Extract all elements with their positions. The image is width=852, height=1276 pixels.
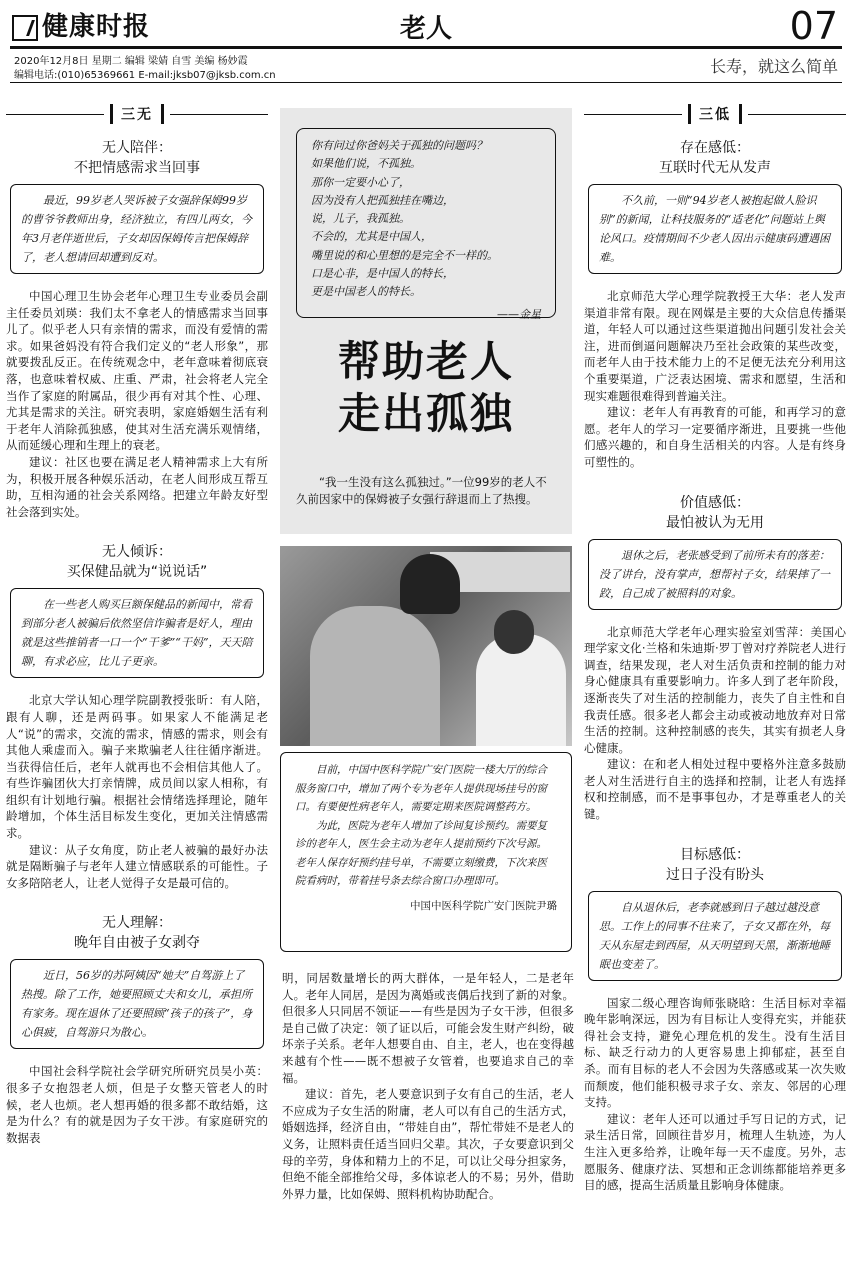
case-quote: 自从退休后，老李就感到日子越过越没意思。工作上的同事不往来了，子女又都在外，每天从东屋走到西屋，从天明望到天黑，渐渐地睡眠也变差了。 bbox=[588, 891, 842, 981]
article-body bbox=[584, 288, 846, 471]
case-quote: 最近，99岁老人哭诉被子女强辞保姆99岁的曹爷爷教师出身，经济独立，有四儿两女，今年3月老伴逝世后，子女却因保姆传言把保姆辞了，老人想请回却遭到反对。 bbox=[10, 184, 264, 274]
logo-text: 健康时报 bbox=[42, 12, 151, 42]
right-column bbox=[584, 98, 846, 1194]
poem-line: 说，儿子，我孤独。 bbox=[311, 212, 410, 226]
headline-line: 帮助老人 bbox=[337, 337, 514, 386]
subhead-title: 互联时代无从发声 bbox=[659, 160, 771, 176]
subhead-title: 买保健品就为“说说话” bbox=[66, 564, 208, 581]
paragraph: 国家二级心理咨询师张晓晗：生活目标对幸福晚年影响深远，因为有目标让人变得充实，并能获得社会支持，避免心理危机的发生。没有生活目标、缺乏行动力的人更容易患上抑郁症，甚至自杀。而有目标的老人不会因为失落感或某一次失败而颓废，他们能积极寻求子女、亲友、邻居的心理支持。 bbox=[584, 995, 846, 1110]
header-rule-thin bbox=[10, 82, 842, 83]
article-body bbox=[584, 995, 846, 1194]
poem-line: 口是心非，是中国人的特长， bbox=[311, 267, 454, 281]
poem-box bbox=[296, 128, 556, 321]
lead-paragraph: “我一生没有这么孤独过。”一位99岁的老人不久前因家中的保姆被子女强行辞退而上了热搜。 bbox=[296, 475, 547, 506]
poem-signature: ——金星 bbox=[497, 307, 541, 321]
article-body bbox=[584, 624, 846, 823]
caption-paragraph: 目前，中国中医科学院广安门医院一楼大厅的综合服务窗口中，增加了两个专为老年人提供现场挂号的窗口。有要便性病老年人，需要定期来医院调整药方。 bbox=[295, 764, 547, 813]
subhead: 目标感低： bbox=[680, 846, 750, 863]
subhead: 无人陪伴： bbox=[102, 140, 172, 156]
article-body bbox=[282, 970, 574, 1202]
subhead-title: 晚年自由被子女剥夺 bbox=[74, 935, 200, 952]
paragraph: 中国社会科学院社会学研究所研究员吴小英：很多子女抱怨老人烦，但是子女整天管老人的时候，老人也烦。老人想再婚的很多都不敢结婚，这是为什么？有的就是因为子女干涉。有家庭研究的数据表 bbox=[6, 1064, 268, 1145]
paragraph: 北京师范大学心理学院教授王大华：老人发声渠道非常有限。现在网媒是主要的大众信息传播渠道，年轻人可以通过这些渠道抛出问题引发社会关注，进而倒逼问题解决乃至社会政策的某些改变，而老年人由于技术能力上的不足便无法充分利用这个重要渠道，广泛表达困境、需求和愿望，生活和现实难题很难得到普遍关注。 bbox=[584, 289, 846, 403]
paragraph: 建议：老年人有再教育的可能，和再学习的意愿。老年人的学习一定要循序渐进，且要挑一些他们感兴趣的，和自身生活相关的内容。人是有终身可塑性的。 bbox=[584, 405, 846, 469]
paragraph: 建议：在和老人相处过程中要格外注意多鼓励老人对生活进行自主的选择和控制，让老人有选择权和控制感，而不是事事包办，才是尊重老人的关键。 bbox=[584, 757, 846, 822]
photo-caption bbox=[280, 752, 572, 952]
caption-paragraph: 为此，医院为老年人增加了诊间复诊预约。需要复诊的老年人，医生会主动为老年人提前预约下次号源。老年人保存好预约挂号单，不需要立刻缴费，下次来医院看病时，带着挂号条去综合窗口办理即可。 bbox=[295, 819, 547, 887]
paragraph: 北京师范大学老年心理实验室刘雪萍：美国心理学家文化·兰格和朱迪斯·罗丁曾对疗养院老人进行调查，结果发现，老人对生活负责和控制的能力对身心健康具有重要影响力。许多人到了老年阶段，逐渐丧失了对生活的控制能力，丧失了自主性和自我责任感。很多老人都会主动或被动地放弃对日常生活的控制。这种控制感的丧失，其实有损老人身心健康。 bbox=[584, 624, 846, 755]
photo-credit: 中国中医科学院广安门医院尹璐 bbox=[410, 899, 557, 912]
subhead: 存在感低： bbox=[680, 140, 750, 156]
case-quote: 近日，56岁的苏阿姨因“她夫”自驾游上了热搜。除了工作，她要照顾丈夫和女儿，承担所有家务。现在退休了还要照顾“孩子的孩子”，身心俱疲，自驾游只为散心。 bbox=[10, 959, 264, 1049]
case-quote: 不久前，一则“94岁老人被抱起做人脸识别”的新闻，让科技服务的“适老化”问题站上舆论风口。疫情期间不少老人因出示健康码遭遇困难。 bbox=[588, 184, 842, 274]
section-tag: 三低 bbox=[584, 104, 846, 124]
subhead: 价值感低： bbox=[680, 494, 750, 511]
case-quote: 在一些老人购买巨额保健品的新闻中，常看到部分老人被骗后依然坚信诈骗者是好人，理由就是这些推销者一口一个“干爹”“干妈”，天天陪聊，有求必应，比儿子更亲。 bbox=[10, 588, 264, 678]
paragraph: 建议：社区也要在满足老人精神需求上大有所为，积极开展各种娱乐活动，在老人间形成互帮互助，互相沟通的社会关系网络。把建立年龄友好型社会落到实处。 bbox=[6, 454, 268, 519]
subhead: 无人理解： bbox=[102, 915, 172, 932]
contact-line: 编辑电话:(010)65369661 E-mail:jksb07@jksb.com.cn bbox=[14, 70, 276, 81]
section-tag: 三无 bbox=[6, 104, 268, 124]
article-body bbox=[6, 1063, 268, 1146]
poem-line: 因为没有人把孤独挂在嘴边， bbox=[311, 193, 454, 207]
paragraph: 建议：首先，老人要意识到子女有自己的生活，老人不应成为子女生活的附庸，老人可以有自己的生活方式，婚姻选择，经济自由，“带娃自由”，帮忙带娃不是老人的义务，让照料责任适当回归父辈。其次，子女要意识到父母的辛劳，身体和精力上的不足，可以让父母分担家务，但绝不能全部推给父母，多体谅老人的不易；另外，借助外界力量，比如保姆、照料机构协助配合。 bbox=[282, 1087, 574, 1201]
date-editor-line: 2020年12月8日 星期二 编辑 梁婧 自雪 美编 杨妙霞 bbox=[14, 56, 248, 67]
poem-line: 嘴里说的和心里想的是完全不一样的。 bbox=[311, 248, 498, 262]
case-quote: 退休之后，老张感受到了前所未有的落差：没了讲台，没有掌声，想帮衬子女，结果摔了一跤，自己成了被照料的对象。 bbox=[588, 539, 842, 610]
subhead-title: 不把情感需求当回事 bbox=[74, 160, 200, 176]
left-column bbox=[6, 98, 268, 1146]
article-body bbox=[6, 288, 268, 520]
section-title: 老人 bbox=[399, 14, 452, 44]
poem-line: 更是中国老人的特长。 bbox=[311, 285, 421, 299]
poem-line: 不会的，尤其是中国人， bbox=[311, 230, 432, 244]
paragraph: 建议：从子女角度，防止老人被骗的最好办法就是隔断骗子与老年人建立情感联系的可能性。子女多陪陪老人，让老人觉得子女是最可信的。 bbox=[6, 842, 268, 890]
poem-line: 那你一定要小心了， bbox=[311, 175, 410, 189]
poem-line: 你有问过你爸妈关于孤独的问题吗？ bbox=[311, 139, 487, 152]
page-header bbox=[0, 0, 852, 92]
main-headline bbox=[280, 336, 572, 440]
paragraph: 明，同居数量增长的两大群体，一是年轻人，二是老年人。老年人同居，是因为离婚或丧偶后找到了新的对象。但很多人只同居不领证——有些是因为子女干涉，但很多是自己做了决定：领了证以后，可能会发生财产纠纷，破坏亲子关系。老年人想要自由、自主，老人，也在变得越来越有个性——既不想被子女管着，也要追求自己的幸福。 bbox=[282, 971, 574, 1085]
headline-line: 走出孤独 bbox=[337, 389, 514, 438]
subhead-title: 最怕被认为无用 bbox=[666, 514, 764, 531]
subhead: 无人倾诉： bbox=[102, 544, 172, 561]
subhead-title: 过日子没有盼头 bbox=[666, 866, 764, 883]
page-number: 07 bbox=[789, 4, 838, 48]
header-rule bbox=[10, 46, 842, 49]
news-photo bbox=[280, 546, 572, 746]
paragraph: 中国心理卫生协会老年心理卫生专业委员会副主任委员刘瑛：我们太不拿老人的情感需求当回事儿了。似乎老人只有亲情的需求，而没有爱情的需求。如果爸妈没有符合我们定义的“老人形象”，那就要拨乱反正。在传统观念中，老年意味着彻底衰落，也意味着权威、庄重、严肃，社会将老人完全当作了家庭的附属品，很少再有对其个性、心理、尤其是需求的关注。研究表明，家庭婚姻生活有利于老年人消除孤独感，使其对生活充满乐观情绪，从而延缓心理和生理上的衰老。 bbox=[6, 289, 268, 453]
article-body bbox=[6, 692, 268, 891]
column-slogan: 长寿，就这么简单 bbox=[709, 57, 838, 76]
paragraph: 北京大学认知心理学院副教授张昕：有人陪，跟有人聊，还是两码事。如果家人不能满足老人“说”的需求，交流的需求，情感的需求，则会有其他人乘虚而入。骗子来欺骗老人往往循序渐进。当获得信任后，老年人就再也不会相信其他人了。有些诈骗团伙大打亲情牌，成员间以家人相称，有组织有计划地行骗。根据社会情绪选择理论，随年龄增加，个体生活目标发生变化，更加关注情感需求。 bbox=[6, 693, 268, 841]
paragraph: 建议：老年人还可以通过手写日记的方式，记录生活日常，回顾往昔岁月，梳理人生轨迹，为人生注入更多给养，让晚年每一天不虚度。另外，志愿服务、健康疗法、冥想和正念训练都能培养更多目的感，提高生活质量且影响身体健康。 bbox=[584, 1111, 846, 1193]
poem-line: 如果他们说，不孤独。 bbox=[311, 157, 421, 171]
